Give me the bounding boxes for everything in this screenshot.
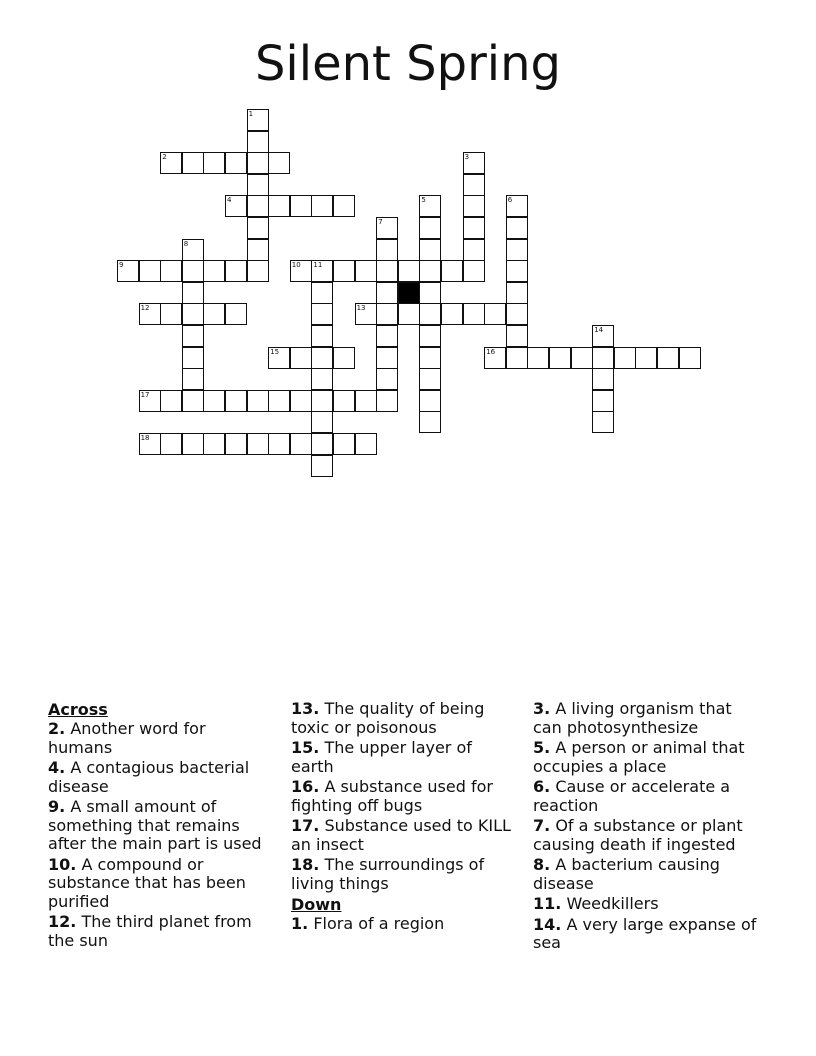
clue-number: 15. (291, 738, 320, 757)
grid-cell[interactable] (419, 325, 441, 347)
crossword-grid[interactable] (117, 109, 699, 477)
grid-cell[interactable] (290, 260, 312, 282)
grid-cell[interactable] (203, 433, 225, 455)
clue-down-7 (533, 817, 758, 854)
clue-number: 11. (533, 894, 562, 913)
clue-number: 4. (48, 758, 66, 777)
grid-cell[interactable] (592, 325, 614, 347)
cell-number: 3 (464, 153, 470, 162)
grid-cell[interactable] (311, 347, 333, 369)
grid-cell[interactable] (225, 260, 247, 282)
clue-across-4 (48, 759, 273, 796)
grid-cell[interactable] (203, 303, 225, 325)
grid-cell[interactable] (376, 303, 398, 325)
grid-cell[interactable] (203, 260, 225, 282)
grid-cell[interactable] (160, 303, 182, 325)
cell-number: 2 (162, 153, 167, 162)
clue-text: The upper layer of earth (291, 738, 472, 776)
clue-text: The quality of being toxic or poisonous (291, 699, 485, 737)
grid-cell[interactable] (311, 368, 333, 390)
cell-number: 6 (507, 196, 513, 205)
across-heading: Across (48, 700, 108, 719)
grid-cell[interactable] (506, 347, 528, 369)
grid-cell[interactable] (549, 347, 571, 369)
grid-cell[interactable] (398, 303, 420, 325)
grid-cell[interactable] (203, 152, 225, 174)
grid-cell[interactable] (506, 217, 528, 239)
clue-column-1 (48, 700, 273, 952)
grid-cell[interactable] (225, 303, 247, 325)
grid-cell[interactable] (139, 433, 161, 455)
clue-text: A person or animal that occupies a place (533, 738, 745, 776)
grid-cell[interactable] (182, 390, 204, 412)
grid-cell[interactable] (463, 303, 485, 325)
grid-cell[interactable] (484, 303, 506, 325)
clue-text: Flora of a region (313, 914, 445, 933)
clue-text: A very large expanse of sea (533, 914, 757, 952)
grid-cell[interactable] (139, 260, 161, 282)
grid-cell[interactable] (247, 217, 269, 239)
puzzle-title: Silent Spring (254, 36, 562, 92)
clue-down-8 (533, 856, 758, 893)
grid-cell[interactable] (247, 195, 269, 217)
grid-cell[interactable] (333, 260, 355, 282)
clue-column-2 (291, 700, 516, 936)
grid-cell[interactable] (311, 260, 333, 282)
grid-cell[interactable] (311, 433, 333, 455)
clue-down-1 (291, 915, 516, 934)
clue-down-5 (533, 739, 758, 776)
grid-cell[interactable] (268, 152, 290, 174)
clue-text: A substance used for fighting off bugs (291, 777, 493, 815)
clue-text: Another word for humans (48, 719, 206, 757)
grid-cell[interactable] (160, 152, 182, 174)
grid-cell[interactable] (333, 433, 355, 455)
grid-cell[interactable] (635, 347, 657, 369)
clue-number: 16. (291, 777, 320, 796)
clue-across-13 (291, 700, 516, 737)
clue-across-18 (291, 856, 516, 893)
clue-across-2 (48, 720, 273, 757)
grid-cell[interactable] (376, 260, 398, 282)
grid-cell[interactable] (247, 131, 269, 153)
grid-cell[interactable] (160, 433, 182, 455)
grid-cell[interactable] (203, 390, 225, 412)
grid-cell[interactable] (160, 390, 182, 412)
grid-cell[interactable] (268, 347, 290, 369)
grid-cell[interactable] (311, 455, 333, 477)
clue-text: A compound or substance that has been purified (48, 854, 246, 911)
clue-number: 13. (291, 699, 320, 718)
grid-cell[interactable] (592, 368, 614, 390)
grid-cell[interactable] (247, 152, 269, 174)
grid-cell[interactable] (311, 390, 333, 412)
grid-cell[interactable] (268, 390, 290, 412)
grid-cell[interactable] (333, 347, 355, 369)
grid-cell[interactable] (355, 303, 377, 325)
clue-text: A contagious bacterial disease (48, 758, 250, 796)
clue-down-11 (533, 895, 758, 914)
clue-number: 9. (48, 797, 66, 816)
grid-cell[interactable] (506, 239, 528, 261)
grid-cell[interactable] (247, 260, 269, 282)
clue-down-3 (533, 700, 758, 737)
grid-cell[interactable] (506, 325, 528, 347)
grid-cell[interactable] (225, 152, 247, 174)
clue-number: 7. (533, 816, 551, 835)
grid-cell[interactable] (139, 303, 161, 325)
grid-cell[interactable] (247, 390, 269, 412)
grid-cell[interactable] (506, 260, 528, 282)
grid-cell[interactable] (160, 260, 182, 282)
grid-cell[interactable] (182, 260, 204, 282)
grid-cell[interactable] (463, 239, 485, 261)
clue-text: Of a substance or plant causing death if ingested (533, 816, 743, 854)
clue-text: The surroundings of living things (291, 855, 485, 893)
grid-cell[interactable] (376, 239, 398, 261)
grid-cell[interactable] (376, 325, 398, 347)
clue-down-6 (533, 778, 758, 815)
down-heading: Down (291, 895, 342, 914)
grid-cell[interactable] (333, 390, 355, 412)
clue-text: The third planet from the sun (48, 912, 252, 950)
clue-text: A living organism that can photosynthesize (533, 699, 732, 737)
clue-across-10 (48, 856, 273, 912)
cell-number: 4 (227, 196, 232, 205)
cell-number: 9 (119, 261, 124, 270)
cell-number: 13 (356, 304, 366, 313)
clue-number: 14. (533, 914, 562, 934)
grid-cell[interactable] (419, 282, 441, 304)
grid-cell[interactable] (592, 411, 614, 433)
cell-number: 14 (594, 326, 604, 334)
clue-text: Substance used to KILL an insect (291, 816, 511, 854)
grid-cell[interactable] (463, 195, 485, 217)
grid-cell[interactable] (376, 282, 398, 304)
grid-cell[interactable] (182, 239, 204, 261)
grid-cell[interactable] (311, 282, 333, 304)
clue-across-17 (291, 817, 516, 854)
grid-cell[interactable] (506, 303, 528, 325)
grid-cell[interactable] (419, 411, 441, 433)
clue-text: Cause or accelerate a reaction (533, 777, 731, 815)
grid-cell[interactable] (463, 152, 485, 174)
clue-text: A bacterium causing disease (533, 855, 720, 893)
cell-number: 10 (291, 261, 301, 270)
grid-cell[interactable] (247, 109, 269, 131)
grid-cell[interactable] (290, 390, 312, 412)
grid-cell[interactable] (311, 195, 333, 217)
grid-cell[interactable] (463, 174, 485, 196)
grid-cell[interactable] (333, 195, 355, 217)
grid-cell[interactable] (419, 260, 441, 282)
grid-cell[interactable] (571, 347, 593, 369)
cell-number: 12 (140, 304, 150, 313)
grid-cell[interactable] (182, 152, 204, 174)
cell-number: 18 (140, 434, 150, 442)
clue-number: 1. (291, 914, 309, 933)
grid-cell[interactable] (268, 433, 290, 455)
clue-number: 2. (48, 719, 66, 738)
grid-cell[interactable] (463, 260, 485, 282)
cell-number: 11 (313, 261, 323, 270)
grid-cell[interactable] (247, 433, 269, 455)
clue-number: 12. (48, 912, 77, 931)
grid-cell[interactable] (376, 368, 398, 390)
black-square (398, 282, 420, 304)
cell-number: 17 (140, 390, 150, 399)
grid-cell[interactable] (182, 347, 204, 369)
grid-cell[interactable] (592, 347, 614, 369)
cell-number: 5 (421, 196, 426, 205)
grid-cell[interactable] (419, 368, 441, 390)
grid-cell[interactable] (592, 390, 614, 412)
grid-cell[interactable] (311, 325, 333, 347)
grid-cell[interactable] (376, 347, 398, 369)
grid-cell[interactable] (614, 347, 636, 369)
grid-cell[interactable] (419, 239, 441, 261)
clue-across-9 (48, 798, 273, 854)
grid-cell[interactable] (419, 217, 441, 239)
grid-cell[interactable] (182, 325, 204, 347)
clue-across-15 (291, 739, 516, 776)
clue-across-12 (48, 913, 273, 950)
cell-number: 7 (378, 218, 383, 226)
grid-cell[interactable] (355, 433, 377, 455)
grid-cell[interactable] (441, 260, 463, 282)
clue-down-14 (533, 916, 758, 953)
grid-cell[interactable] (225, 390, 247, 412)
grid-cell[interactable] (290, 347, 312, 369)
grid-cell[interactable] (182, 282, 204, 304)
cell-number: 15 (270, 347, 280, 356)
grid-cell[interactable] (463, 217, 485, 239)
cell-number: 16 (486, 347, 496, 356)
grid-cell[interactable] (679, 347, 701, 369)
grid-cell[interactable] (117, 260, 139, 282)
grid-cell[interactable] (290, 433, 312, 455)
grid-cell[interactable] (311, 411, 333, 433)
grid-cell[interactable] (225, 195, 247, 217)
grid-cell[interactable] (398, 260, 420, 282)
grid-cell[interactable] (290, 195, 312, 217)
clue-across-16 (291, 778, 516, 815)
clue-number: 8. (533, 855, 551, 874)
grid-cell[interactable] (527, 347, 549, 369)
grid-cell[interactable] (268, 195, 290, 217)
grid-cell[interactable] (657, 347, 679, 369)
clue-number: 18. (291, 855, 320, 874)
grid-cell[interactable] (355, 390, 377, 412)
grid-cell[interactable] (182, 303, 204, 325)
grid-cell[interactable] (419, 390, 441, 412)
grid-cell[interactable] (419, 347, 441, 369)
grid-cell[interactable] (182, 368, 204, 390)
grid-cell[interactable] (506, 195, 528, 217)
grid-cell[interactable] (311, 303, 333, 325)
grid-cell[interactable] (225, 433, 247, 455)
grid-cell[interactable] (484, 347, 506, 369)
clue-number: 6. (533, 777, 551, 796)
grid-cell[interactable] (419, 195, 441, 217)
clue-number: 17. (291, 816, 320, 835)
clue-number: 3. (533, 699, 551, 718)
grid-cell[interactable] (376, 217, 398, 239)
grid-cell[interactable] (182, 433, 204, 455)
grid-cell[interactable] (247, 239, 269, 261)
clue-text: A small amount of something that remains after the main part is used (48, 797, 262, 853)
grid-cell[interactable] (247, 174, 269, 196)
grid-cell[interactable] (419, 303, 441, 325)
grid-cell[interactable] (376, 390, 398, 412)
grid-cell[interactable] (355, 260, 377, 282)
grid-cell[interactable] (441, 303, 463, 325)
clue-number: 5. (533, 738, 551, 757)
clue-column-3 (533, 700, 758, 955)
grid-cell[interactable] (139, 390, 161, 412)
cell-number: 1 (248, 110, 254, 118)
grid-cell[interactable] (506, 282, 528, 304)
clue-text: Weedkillers (566, 894, 659, 913)
cell-number: 8 (183, 239, 189, 248)
clue-number: 10. (48, 854, 77, 874)
